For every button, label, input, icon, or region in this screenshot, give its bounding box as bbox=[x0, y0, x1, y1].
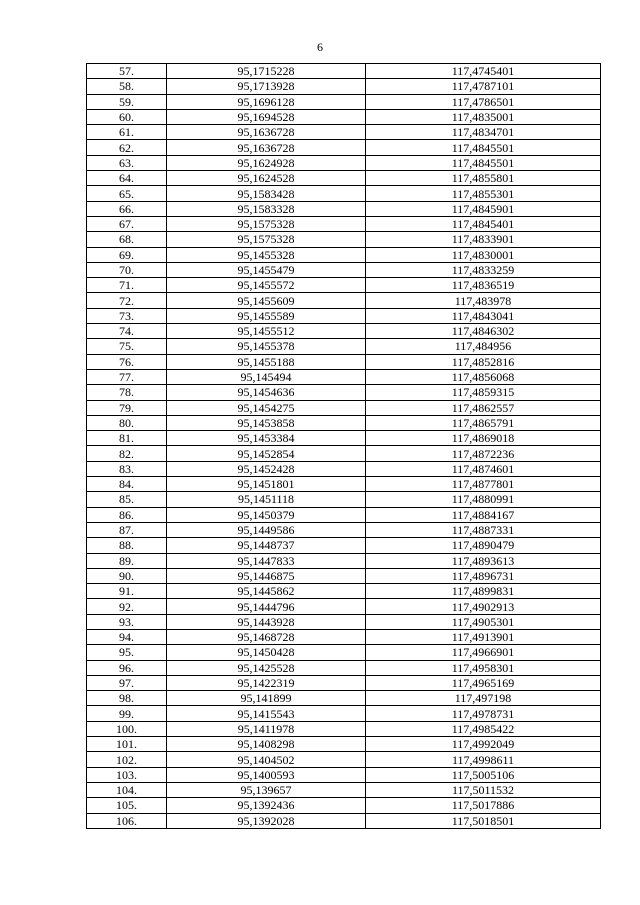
x-coordinate-cell: 95,1455378 bbox=[167, 339, 366, 354]
table-row bbox=[87, 64, 601, 79]
x-coordinate-cell: 95,1453858 bbox=[167, 415, 366, 430]
y-coordinate-cell: 117,4893613 bbox=[366, 553, 601, 568]
x-coordinate-cell: 95,1447833 bbox=[167, 553, 366, 568]
y-coordinate-cell: 117,4845501 bbox=[366, 140, 601, 155]
table-row bbox=[87, 400, 601, 415]
table-row bbox=[87, 568, 601, 583]
y-coordinate-cell: 117,4865791 bbox=[366, 415, 601, 430]
point-number-cell: 62. bbox=[87, 140, 167, 155]
y-coordinate-cell: 117,4855301 bbox=[366, 186, 601, 201]
point-number-cell: 91. bbox=[87, 584, 167, 599]
x-coordinate-cell: 95,1715228 bbox=[167, 64, 366, 79]
point-number-cell: 96. bbox=[87, 660, 167, 675]
point-number-cell: 79. bbox=[87, 400, 167, 415]
x-coordinate-cell: 95,1450428 bbox=[167, 645, 366, 660]
point-number-cell: 83. bbox=[87, 461, 167, 476]
x-coordinate-cell: 95,1392028 bbox=[167, 813, 366, 828]
table-row bbox=[87, 94, 601, 109]
x-coordinate-cell: 95,1449586 bbox=[167, 522, 366, 537]
table-row bbox=[87, 737, 601, 752]
y-coordinate-cell: 117,4843041 bbox=[366, 308, 601, 323]
table-row bbox=[87, 216, 601, 231]
table-row bbox=[87, 813, 601, 828]
x-coordinate-cell: 95,1453384 bbox=[167, 431, 366, 446]
y-coordinate-cell: 117,4786501 bbox=[366, 94, 601, 109]
point-number-cell: 87. bbox=[87, 522, 167, 537]
page-number: 6 bbox=[317, 40, 323, 54]
table-row bbox=[87, 79, 601, 94]
table-row bbox=[87, 415, 601, 430]
point-number-cell: 63. bbox=[87, 155, 167, 170]
x-coordinate-cell: 95,1422319 bbox=[167, 675, 366, 690]
y-coordinate-cell: 117,4833901 bbox=[366, 232, 601, 247]
y-coordinate-cell: 117,484956 bbox=[366, 339, 601, 354]
table-row bbox=[87, 431, 601, 446]
y-coordinate-cell: 117,4905301 bbox=[366, 614, 601, 629]
y-coordinate-cell: 117,4958301 bbox=[366, 660, 601, 675]
point-number-cell: 104. bbox=[87, 782, 167, 797]
y-coordinate-cell: 117,4787101 bbox=[366, 79, 601, 94]
point-number-cell: 76. bbox=[87, 354, 167, 369]
point-number-cell: 65. bbox=[87, 186, 167, 201]
coordinates-table-body bbox=[87, 64, 601, 829]
point-number-cell: 75. bbox=[87, 339, 167, 354]
point-number-cell: 66. bbox=[87, 201, 167, 216]
y-coordinate-cell: 117,4845401 bbox=[366, 216, 601, 231]
point-number-cell: 81. bbox=[87, 431, 167, 446]
y-coordinate-cell: 117,4985422 bbox=[366, 721, 601, 736]
y-coordinate-cell: 117,4992049 bbox=[366, 737, 601, 752]
y-coordinate-cell: 117,4998611 bbox=[366, 752, 601, 767]
table-row bbox=[87, 155, 601, 170]
point-number-cell: 92. bbox=[87, 599, 167, 614]
x-coordinate-cell: 95,1455609 bbox=[167, 293, 366, 308]
table-row bbox=[87, 140, 601, 155]
point-number-cell: 67. bbox=[87, 216, 167, 231]
point-number-cell: 102. bbox=[87, 752, 167, 767]
y-coordinate-cell: 117,4845901 bbox=[366, 201, 601, 216]
table-row bbox=[87, 599, 601, 614]
point-number-cell: 100. bbox=[87, 721, 167, 736]
x-coordinate-cell: 95,1445862 bbox=[167, 584, 366, 599]
x-coordinate-cell: 95,1425528 bbox=[167, 660, 366, 675]
y-coordinate-cell: 117,4833259 bbox=[366, 262, 601, 277]
point-number-cell: 94. bbox=[87, 629, 167, 644]
point-number-cell: 57. bbox=[87, 64, 167, 79]
x-coordinate-cell: 95,1575328 bbox=[167, 232, 366, 247]
x-coordinate-cell: 95,141899 bbox=[167, 691, 366, 706]
y-coordinate-cell: 117,4859315 bbox=[366, 385, 601, 400]
x-coordinate-cell: 95,139657 bbox=[167, 782, 366, 797]
point-number-cell: 59. bbox=[87, 94, 167, 109]
point-number-cell: 86. bbox=[87, 507, 167, 522]
x-coordinate-cell: 95,1454275 bbox=[167, 400, 366, 415]
x-coordinate-cell: 95,1455572 bbox=[167, 278, 366, 293]
point-number-cell: 85. bbox=[87, 492, 167, 507]
y-coordinate-cell: 117,4872236 bbox=[366, 446, 601, 461]
x-coordinate-cell: 95,1411978 bbox=[167, 721, 366, 736]
table-row bbox=[87, 201, 601, 216]
x-coordinate-cell: 95,1694528 bbox=[167, 109, 366, 124]
point-number-cell: 78. bbox=[87, 385, 167, 400]
table-row bbox=[87, 186, 601, 201]
point-number-cell: 64. bbox=[87, 171, 167, 186]
point-number-cell: 71. bbox=[87, 278, 167, 293]
x-coordinate-cell: 95,1452428 bbox=[167, 461, 366, 476]
table-row bbox=[87, 798, 601, 813]
table-row bbox=[87, 645, 601, 660]
y-coordinate-cell: 117,4874601 bbox=[366, 461, 601, 476]
table-row bbox=[87, 614, 601, 629]
y-coordinate-cell: 117,4846302 bbox=[366, 324, 601, 339]
point-number-cell: 73. bbox=[87, 308, 167, 323]
x-coordinate-cell: 95,1455328 bbox=[167, 247, 366, 262]
point-number-cell: 70. bbox=[87, 262, 167, 277]
point-number-cell: 93. bbox=[87, 614, 167, 629]
y-coordinate-cell: 117,4869018 bbox=[366, 431, 601, 446]
table-row bbox=[87, 507, 601, 522]
point-number-cell: 61. bbox=[87, 125, 167, 140]
y-coordinate-cell: 117,5005106 bbox=[366, 767, 601, 782]
y-coordinate-cell: 117,4978731 bbox=[366, 706, 601, 721]
y-coordinate-cell: 117,4856068 bbox=[366, 369, 601, 384]
y-coordinate-cell: 117,5011532 bbox=[366, 782, 601, 797]
table-row bbox=[87, 492, 601, 507]
table-row bbox=[87, 293, 601, 308]
point-number-cell: 88. bbox=[87, 538, 167, 553]
table-row bbox=[87, 247, 601, 262]
table-row bbox=[87, 553, 601, 568]
point-number-cell: 99. bbox=[87, 706, 167, 721]
y-coordinate-cell: 117,4830001 bbox=[366, 247, 601, 262]
x-coordinate-cell: 95,1452854 bbox=[167, 446, 366, 461]
y-coordinate-cell: 117,4880991 bbox=[366, 492, 601, 507]
table-row bbox=[87, 446, 601, 461]
table-row bbox=[87, 782, 601, 797]
point-number-cell: 106. bbox=[87, 813, 167, 828]
y-coordinate-cell: 117,4966901 bbox=[366, 645, 601, 660]
x-coordinate-cell: 95,1392436 bbox=[167, 798, 366, 813]
y-coordinate-cell: 117,4913901 bbox=[366, 629, 601, 644]
table-row bbox=[87, 385, 601, 400]
x-coordinate-cell: 95,1713928 bbox=[167, 79, 366, 94]
point-number-cell: 84. bbox=[87, 477, 167, 492]
y-coordinate-cell: 117,4862557 bbox=[366, 400, 601, 415]
table-row bbox=[87, 262, 601, 277]
table-row bbox=[87, 308, 601, 323]
point-number-cell: 69. bbox=[87, 247, 167, 262]
y-coordinate-cell: 117,4852816 bbox=[366, 354, 601, 369]
y-coordinate-cell: 117,5017886 bbox=[366, 798, 601, 813]
y-coordinate-cell: 117,4834701 bbox=[366, 125, 601, 140]
table-row bbox=[87, 171, 601, 186]
table-row bbox=[87, 477, 601, 492]
point-number-cell: 90. bbox=[87, 568, 167, 583]
table-row bbox=[87, 752, 601, 767]
x-coordinate-cell: 95,1451118 bbox=[167, 492, 366, 507]
x-coordinate-cell: 95,1624928 bbox=[167, 155, 366, 170]
table-row bbox=[87, 691, 601, 706]
point-number-cell: 97. bbox=[87, 675, 167, 690]
table-row bbox=[87, 675, 601, 690]
table-row bbox=[87, 232, 601, 247]
x-coordinate-cell: 95,1696128 bbox=[167, 94, 366, 109]
x-coordinate-cell: 95,1444796 bbox=[167, 599, 366, 614]
x-coordinate-cell: 95,1400593 bbox=[167, 767, 366, 782]
x-coordinate-cell: 95,1404502 bbox=[167, 752, 366, 767]
y-coordinate-cell: 117,4745401 bbox=[366, 64, 601, 79]
table-row bbox=[87, 461, 601, 476]
point-number-cell: 77. bbox=[87, 369, 167, 384]
table-row bbox=[87, 339, 601, 354]
point-number-cell: 82. bbox=[87, 446, 167, 461]
x-coordinate-cell: 95,1468728 bbox=[167, 629, 366, 644]
table-row bbox=[87, 278, 601, 293]
y-coordinate-cell: 117,497198 bbox=[366, 691, 601, 706]
point-number-cell: 105. bbox=[87, 798, 167, 813]
x-coordinate-cell: 95,1455589 bbox=[167, 308, 366, 323]
point-number-cell: 60. bbox=[87, 109, 167, 124]
y-coordinate-cell: 117,4965169 bbox=[366, 675, 601, 690]
y-coordinate-cell: 117,4899831 bbox=[366, 584, 601, 599]
point-number-cell: 80. bbox=[87, 415, 167, 430]
y-coordinate-cell: 117,4835001 bbox=[366, 109, 601, 124]
x-coordinate-cell: 95,1450379 bbox=[167, 507, 366, 522]
point-number-cell: 72. bbox=[87, 293, 167, 308]
point-number-cell: 95. bbox=[87, 645, 167, 660]
table-row bbox=[87, 109, 601, 124]
y-coordinate-cell: 117,483978 bbox=[366, 293, 601, 308]
table-row bbox=[87, 522, 601, 537]
x-coordinate-cell: 95,1455479 bbox=[167, 262, 366, 277]
table-row bbox=[87, 629, 601, 644]
y-coordinate-cell: 117,4845501 bbox=[366, 155, 601, 170]
table-row bbox=[87, 369, 601, 384]
x-coordinate-cell: 95,1636728 bbox=[167, 140, 366, 155]
x-coordinate-cell: 95,1575328 bbox=[167, 216, 366, 231]
point-number-cell: 103. bbox=[87, 767, 167, 782]
y-coordinate-cell: 117,4877801 bbox=[366, 477, 601, 492]
x-coordinate-cell: 95,1455188 bbox=[167, 354, 366, 369]
table-row bbox=[87, 660, 601, 675]
y-coordinate-cell: 117,4855801 bbox=[366, 171, 601, 186]
y-coordinate-cell: 117,5018501 bbox=[366, 813, 601, 828]
table-row bbox=[87, 584, 601, 599]
y-coordinate-cell: 117,4902913 bbox=[366, 599, 601, 614]
y-coordinate-cell: 117,4896731 bbox=[366, 568, 601, 583]
x-coordinate-cell: 95,1451801 bbox=[167, 477, 366, 492]
x-coordinate-cell: 95,1454636 bbox=[167, 385, 366, 400]
x-coordinate-cell: 95,1446875 bbox=[167, 568, 366, 583]
point-number-cell: 58. bbox=[87, 79, 167, 94]
table-row bbox=[87, 721, 601, 736]
table-row bbox=[87, 538, 601, 553]
x-coordinate-cell: 95,1448737 bbox=[167, 538, 366, 553]
table-row bbox=[87, 706, 601, 721]
y-coordinate-cell: 117,4890479 bbox=[366, 538, 601, 553]
coordinates-table bbox=[86, 63, 601, 829]
x-coordinate-cell: 95,145494 bbox=[167, 369, 366, 384]
table-row bbox=[87, 324, 601, 339]
point-number-cell: 68. bbox=[87, 232, 167, 247]
table-row bbox=[87, 125, 601, 140]
table-row bbox=[87, 767, 601, 782]
y-coordinate-cell: 117,4884167 bbox=[366, 507, 601, 522]
x-coordinate-cell: 95,1408298 bbox=[167, 737, 366, 752]
point-number-cell: 98. bbox=[87, 691, 167, 706]
table-row bbox=[87, 354, 601, 369]
x-coordinate-cell: 95,1636728 bbox=[167, 125, 366, 140]
y-coordinate-cell: 117,4836519 bbox=[366, 278, 601, 293]
x-coordinate-cell: 95,1624528 bbox=[167, 171, 366, 186]
x-coordinate-cell: 95,1443928 bbox=[167, 614, 366, 629]
point-number-cell: 101. bbox=[87, 737, 167, 752]
y-coordinate-cell: 117,4887331 bbox=[366, 522, 601, 537]
x-coordinate-cell: 95,1415543 bbox=[167, 706, 366, 721]
x-coordinate-cell: 95,1583328 bbox=[167, 201, 366, 216]
x-coordinate-cell: 95,1455512 bbox=[167, 324, 366, 339]
x-coordinate-cell: 95,1583428 bbox=[167, 186, 366, 201]
point-number-cell: 89. bbox=[87, 553, 167, 568]
point-number-cell: 74. bbox=[87, 324, 167, 339]
